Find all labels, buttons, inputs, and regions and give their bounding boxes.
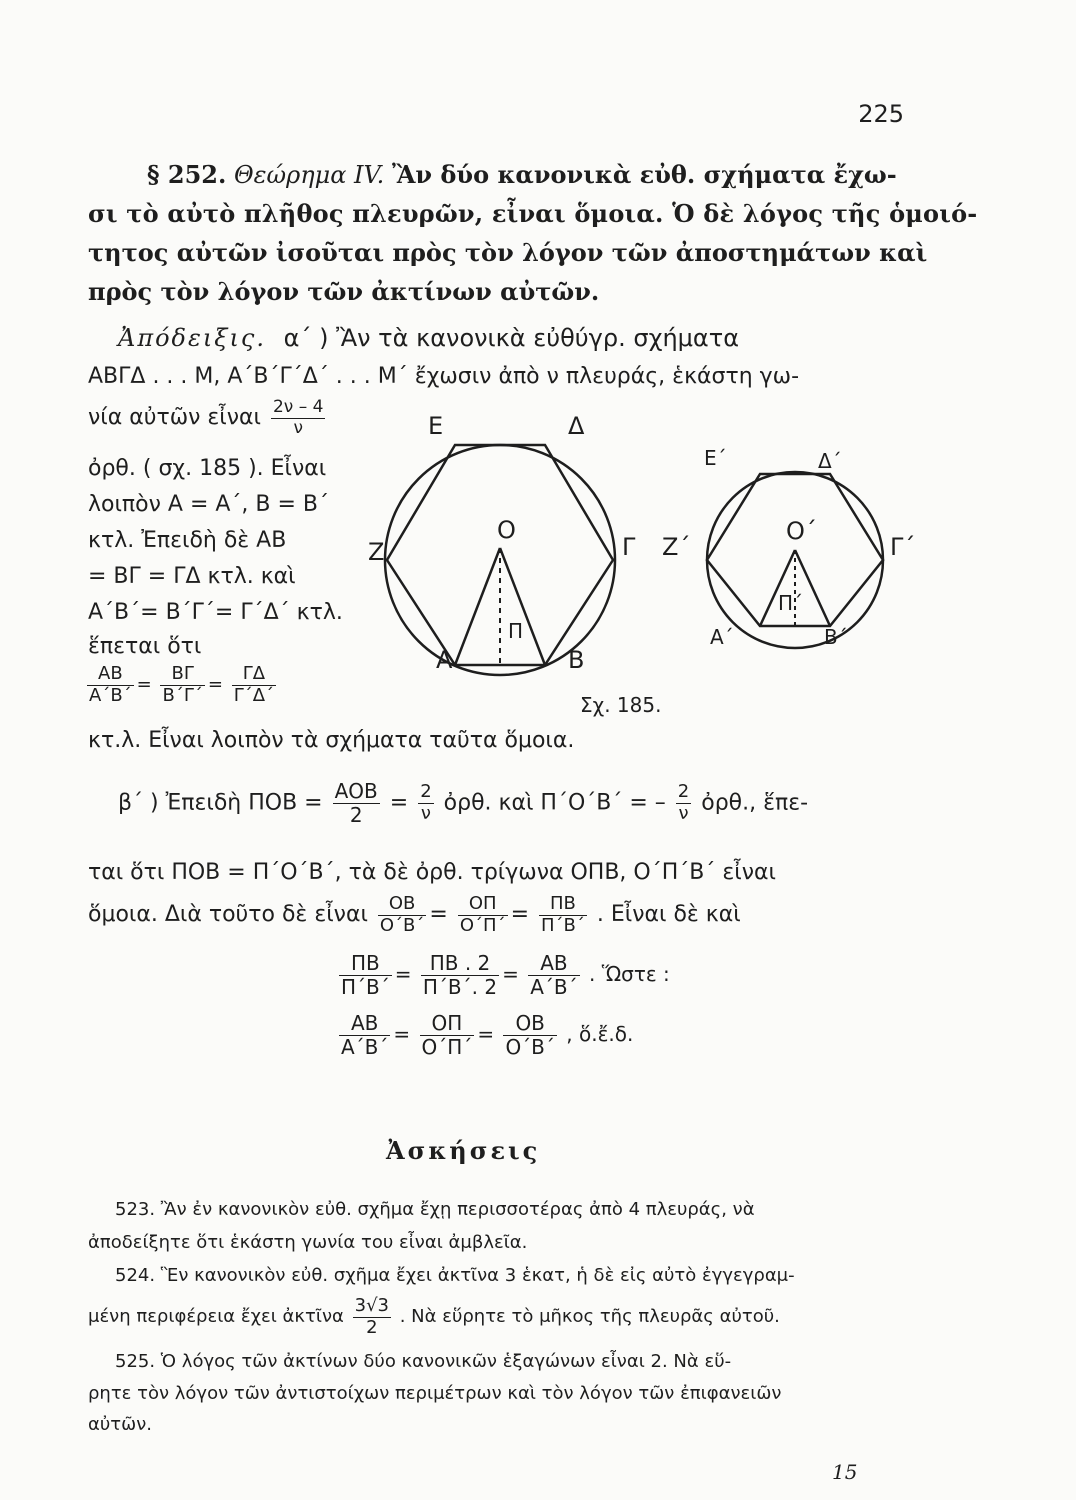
label-D-prime: Δ΄: [818, 449, 842, 473]
proof-line-1: Ἀπόδειξις. α΄ ) Ἂν τὰ κανονικὰ εὐθύγρ. σχήματα: [118, 324, 740, 352]
label-O: Ο: [497, 516, 516, 544]
label-Z: Ζ: [368, 538, 385, 566]
fraction: $\frac{3√3}{2}$: [354, 1295, 389, 1338]
proof-beta-line: β΄ ) Ἐπειδὴ ΠΟΒ = $\frac{\text{ΑΟΒ}}{2}$ = $\frac{2}{\nu}$ ὀρθ. καὶ Π΄Ο΄Β΄ = – $\frac{2}{\nu}$ ὀρθ., ἕπε-: [118, 779, 809, 827]
exercise-524-line-2: μένη περιφέρεια ἔχει ἀκτῖνα $\frac{3√3}{2}$ . Νὰ εὕρητε τὸ μῆκος τῆς πλευρᾶς αὐτοῦ.: [88, 1295, 780, 1338]
fraction: $\frac{\Pi B}{\Pi΄B΄}$: [541, 893, 585, 936]
proof-line-12: ὅμοια. Διὰ τοῦτο δὲ εἶναι $\frac{OB}{O΄B΄}$ = $\frac{O\Pi}{O΄\Pi΄}$ = $\frac{\Pi B}{\Pi΄B΄}$ . Εἶναι δὲ καὶ: [88, 893, 741, 936]
exercises-heading: Ἀσκήσεις: [386, 1136, 541, 1165]
exercise-525-line-2: ρητε τὸν λόγον τῶν ἀντιστοίχων περιμέτρων καὶ τὸν λόγον τῶν ἐπιφανειῶν: [88, 1383, 782, 1404]
label-D: Δ: [568, 412, 585, 440]
label-P: Π: [508, 619, 524, 643]
fraction: $\frac{AB}{A΄B΄}$: [530, 951, 578, 999]
section-number: § 252.: [147, 160, 227, 189]
fraction: $\frac{O\Pi}{O΄\Pi΄}$: [459, 893, 506, 936]
fraction: $\frac{2}{\nu}$: [420, 781, 432, 824]
label-A: Α: [436, 646, 453, 674]
page-number: 225: [858, 100, 904, 128]
proof-line-6: κτλ. Ἐπειδὴ δὲ ΑΒ: [88, 528, 287, 553]
equation-2: $\frac{\Pi B}{\Pi΄B΄}$ = $\frac{\Pi B . 2}{\Pi΄B΄. 2}$ = $\frac{AB}{A΄B΄}$ . Ὥστε :: [341, 951, 670, 999]
label-G-prime: Γ΄: [890, 533, 916, 561]
fraction: $\frac{OB}{O΄B΄}$: [505, 1011, 555, 1059]
label-B: Β: [568, 646, 585, 674]
fraction: $\frac{\Gamma\Delta}{\Gamma΄\Delta΄}$: [233, 663, 275, 706]
fraction: $\frac{2}{\nu}$: [677, 781, 690, 824]
proof-line-3: νία αὐτῶν εἶναι $\frac{2\nu - 4}{\nu}$: [88, 397, 324, 438]
proof-line-11: ται ὅτι ΠΟΒ = Π΄Ο΄Β΄, τὰ δὲ ὀρθ. τρίγωνα ΟΠΒ, Ο΄Π΄Β΄ εἶναι: [88, 860, 776, 885]
proof-line-9: ἕπεται ὅτι: [88, 634, 202, 659]
label-O-prime: Ο΄: [786, 517, 817, 545]
exercise-525-line-3: αὐτῶν.: [88, 1414, 152, 1435]
proof-line-10: κτ.λ. Εἶναι λοιπὸν τὰ σχήματα ταῦτα ὅμοια.: [88, 728, 575, 753]
ratio-equation: $\frac{AB}{A΄B΄}$ = $\frac{B\Gamma}{B΄\Gamma΄}$ = $\frac{\Gamma\Delta}{\Gamma΄\Delta΄}$: [89, 663, 275, 706]
figure-caption: Σχ. 185.: [580, 693, 662, 717]
proof-line-8: Α΄Β΄= Β΄Γ΄= Γ΄Δ΄ κτλ.: [88, 600, 343, 625]
exercise-525-line-1: 525. Ὁ λόγος τῶν ἀκτίνων δύο κανονικῶν ἑξαγώνων εἶναι 2. Νὰ εὕ-: [115, 1351, 732, 1372]
equation-3: $\frac{AB}{A΄B΄}$ = $\frac{O\Pi}{O΄\Pi΄}$ = $\frac{OB}{O΄B΄}$ , ὅ.ἔ.δ.: [341, 1011, 634, 1059]
big-radius-oa: [455, 548, 500, 665]
label-E-prime: Ε΄: [704, 446, 727, 470]
angle-fraction: $\frac{2\nu - 4}{\nu}$: [272, 397, 324, 438]
label-Z-prime: Ζ΄: [662, 533, 691, 561]
fraction: $\frac{OB}{O΄B΄}$: [379, 893, 425, 936]
fraction: $\frac{\Pi B . 2}{\Pi΄B΄. 2}$: [422, 951, 498, 999]
proof-line-5: λοιπὸν Α = Α΄, Β = Β΄: [88, 492, 330, 517]
exercise-523-line-1: 523. Ἂν ἐν κανονικὸν εὐθ. σχῆμα ἔχῃ περισσοτέρας ἀπὸ 4 πλευράς, νὰ: [115, 1199, 755, 1220]
label-G: Γ: [622, 533, 636, 561]
footer-mark: 15: [832, 1460, 858, 1484]
fraction: $\frac{O\Pi}{O΄\Pi΄}$: [421, 1011, 473, 1059]
fraction: $\frac{AB}{A΄B΄}$: [89, 663, 132, 706]
exercise-523-line-2: ἀποδείξητε ὅτι ἑκάστη γωνία του εἶναι ἀμβλεῖα.: [88, 1232, 528, 1253]
proof-line-7: = ΒΓ = ΓΔ κτλ. καὶ: [88, 564, 296, 589]
theorem-line-2: σι τὸ αὐτὸ πλῆθος πλευρῶν, εἶναι ὅμοια. Ὁ δὲ λόγος τῆς ὁμοιό-: [88, 199, 978, 228]
fraction: $\frac{B\Gamma}{B΄\Gamma΄}$: [162, 663, 203, 706]
figure-185: [360, 400, 920, 720]
label-P-prime: Π΄: [778, 591, 804, 615]
theorem-name: Θεώρημα IV.: [234, 161, 385, 189]
proof-line-4: ὀρθ. ( σχ. 185 ). Εἶναι: [88, 456, 327, 481]
proof-line-2: ΑΒΓΔ . . . Μ, Α΄Β΄Γ΄Δ΄ . . . Μ΄ ἔχωσιν ἀπὸ ν πλευράς, ἑκάστη γω-: [88, 364, 800, 389]
proof-heading: Ἀπόδειξις.: [118, 324, 266, 352]
label-E: Ε: [428, 412, 444, 440]
exercise-524-line-1: 524. Ἓν κανονικὸν εὐθ. σχῆμα ἔχει ἀκτῖνα 3 ἑκατ, ἡ δὲ εἰς αὐτὸ ἐγγεγραμ-: [115, 1265, 795, 1286]
theorem-line-4: πρὸς τὸν λόγον τῶν ἀκτίνων αὐτῶν.: [88, 277, 600, 306]
fraction: $\frac{AB}{A΄B΄}$: [341, 1011, 389, 1059]
fraction: $\frac{\Pi B}{\Pi΄B΄}$: [341, 951, 390, 999]
label-B-prime: Β΄: [824, 625, 848, 649]
fraction: $\frac{\text{ΑΟΒ}}{2}$: [334, 779, 378, 827]
theorem-line-3: τητος αὐτῶν ἰσοῦται πρὸς τὸν λόγον τῶν ἀποστημάτων καὶ: [88, 238, 928, 267]
theorem-line-1: § 252. Θεώρημα IV. Ἂν δύο κανονικὰ εὐθ. σχήματα ἔχω-: [147, 160, 897, 189]
big-radius-ob: [500, 548, 545, 665]
label-A-prime: Α΄: [710, 625, 734, 649]
